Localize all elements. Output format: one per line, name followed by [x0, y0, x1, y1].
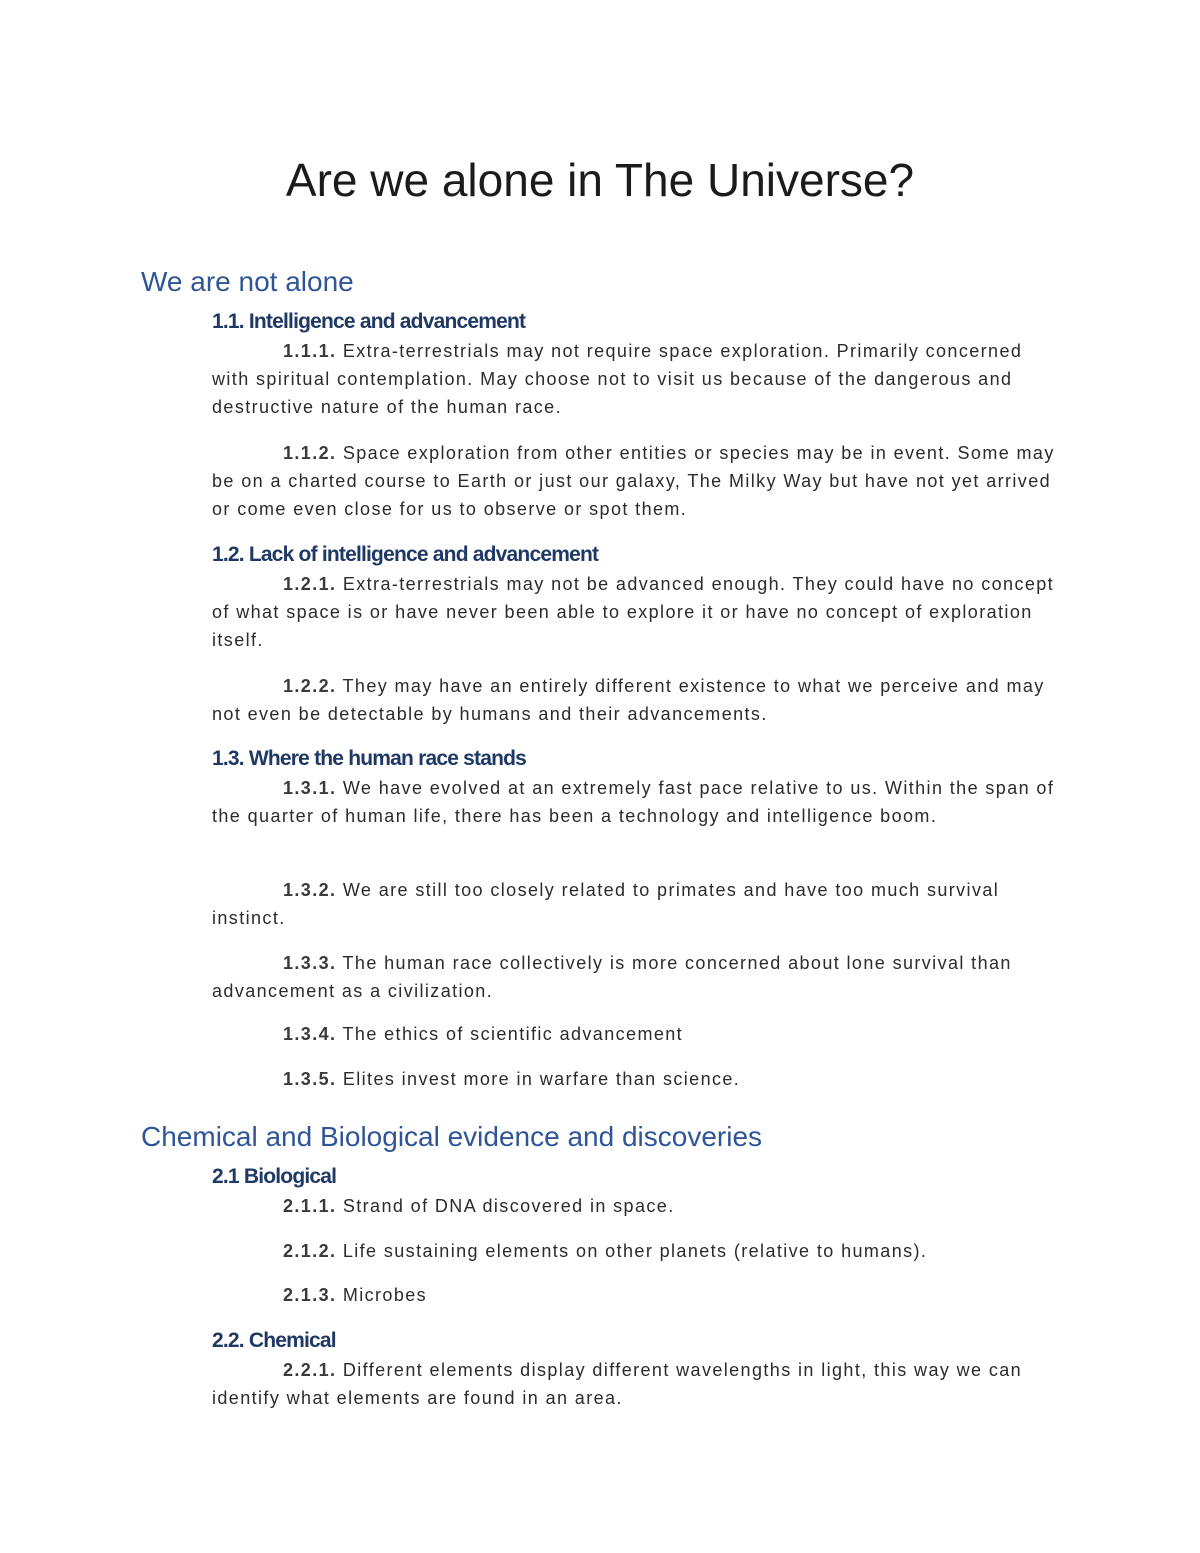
item-text: Extra-terrestrials may not be advanced enough. They could have no concept of what space is or have never been able to explore it or have no concept of exploration itself.: [212, 574, 1055, 650]
item-number: 1.1.2.: [283, 443, 337, 463]
item-number: 2.2.1.: [283, 1360, 337, 1380]
list-item: [212, 1065, 1062, 1093]
item-text: We have evolved at an extremely fast pace relative to us. Within the span of the quarter of human life, there has been a technology and intelligence boom.: [212, 778, 1055, 826]
list-item: [212, 774, 1062, 830]
item-number: 1.2.2.: [283, 676, 337, 696]
item-number: 1.3.4.: [283, 1024, 337, 1044]
item-text: We are still too closely related to primates and have too much survival instinct.: [212, 880, 1000, 928]
item-text: The human race collectively is more concerned about lone survival than advancement as a civilization.: [212, 953, 1012, 1001]
subsection-heading: 1.1. Intelligence and advancement: [212, 310, 526, 333]
list-item: [212, 949, 1062, 1005]
subsection-heading: 2.1 Biological: [212, 1165, 337, 1188]
item-number: 1.3.2.: [283, 880, 337, 900]
list-item: [212, 570, 1062, 654]
list-item: [212, 1020, 1062, 1048]
item-number: 1.1.1.: [283, 341, 337, 361]
list-item: [212, 337, 1062, 421]
item-number: 1.2.1.: [283, 574, 337, 594]
item-text: Elites invest more in warfare than science.: [342, 1069, 741, 1089]
subsection-heading: 2.2. Chemical: [212, 1329, 336, 1352]
list-item: [212, 439, 1062, 523]
item-text: Microbes: [342, 1285, 428, 1305]
item-text: Space exploration from other entities or species may be in event. Some may be on a charted course to Earth or just our galaxy, The Milky Way but have not yet arrived or come even close for us to observe or spot them.: [212, 443, 1055, 519]
item-number: 1.3.3.: [283, 953, 337, 973]
list-item: [212, 876, 1062, 932]
list-item: [212, 1237, 1062, 1265]
section-heading: Chemical and Biological evidence and discoveries: [141, 1121, 763, 1152]
item-number: 2.1.3.: [283, 1285, 337, 1305]
item-text: The ethics of scientific advancement: [342, 1024, 684, 1044]
document-title: Are we alone in The Universe?: [285, 154, 915, 206]
list-item: [212, 1281, 1062, 1309]
subsection-heading: 1.3. Where the human race stands: [212, 747, 527, 770]
list-item: [212, 1356, 1062, 1412]
subsection-heading: 1.2. Lack of intelligence and advancement: [212, 543, 599, 566]
item-number: 1.3.1.: [283, 778, 337, 798]
section-heading: We are not alone: [141, 266, 354, 297]
item-number: 1.3.5.: [283, 1069, 337, 1089]
item-text: Strand of DNA discovered in space.: [342, 1196, 675, 1216]
item-text: Extra-terrestrials may not require space exploration. Primarily concerned with spiritual contemplation. May choose not to visit us because of the dangerous and destructive nature of the human race.: [212, 341, 1023, 417]
item-number: 2.1.2.: [283, 1241, 337, 1261]
item-number: 2.1.1.: [283, 1196, 337, 1216]
item-text: They may have an entirely different existence to what we perceive and may not even be detectable by humans and their advancements.: [212, 676, 1045, 724]
item-text: Different elements display different wavelengths in light, this way we can identify what elements are found in an area.: [212, 1360, 1023, 1408]
list-item: [212, 672, 1062, 728]
list-item: [212, 1192, 1062, 1220]
item-text: Life sustaining elements on other planets (relative to humans).: [342, 1241, 928, 1261]
